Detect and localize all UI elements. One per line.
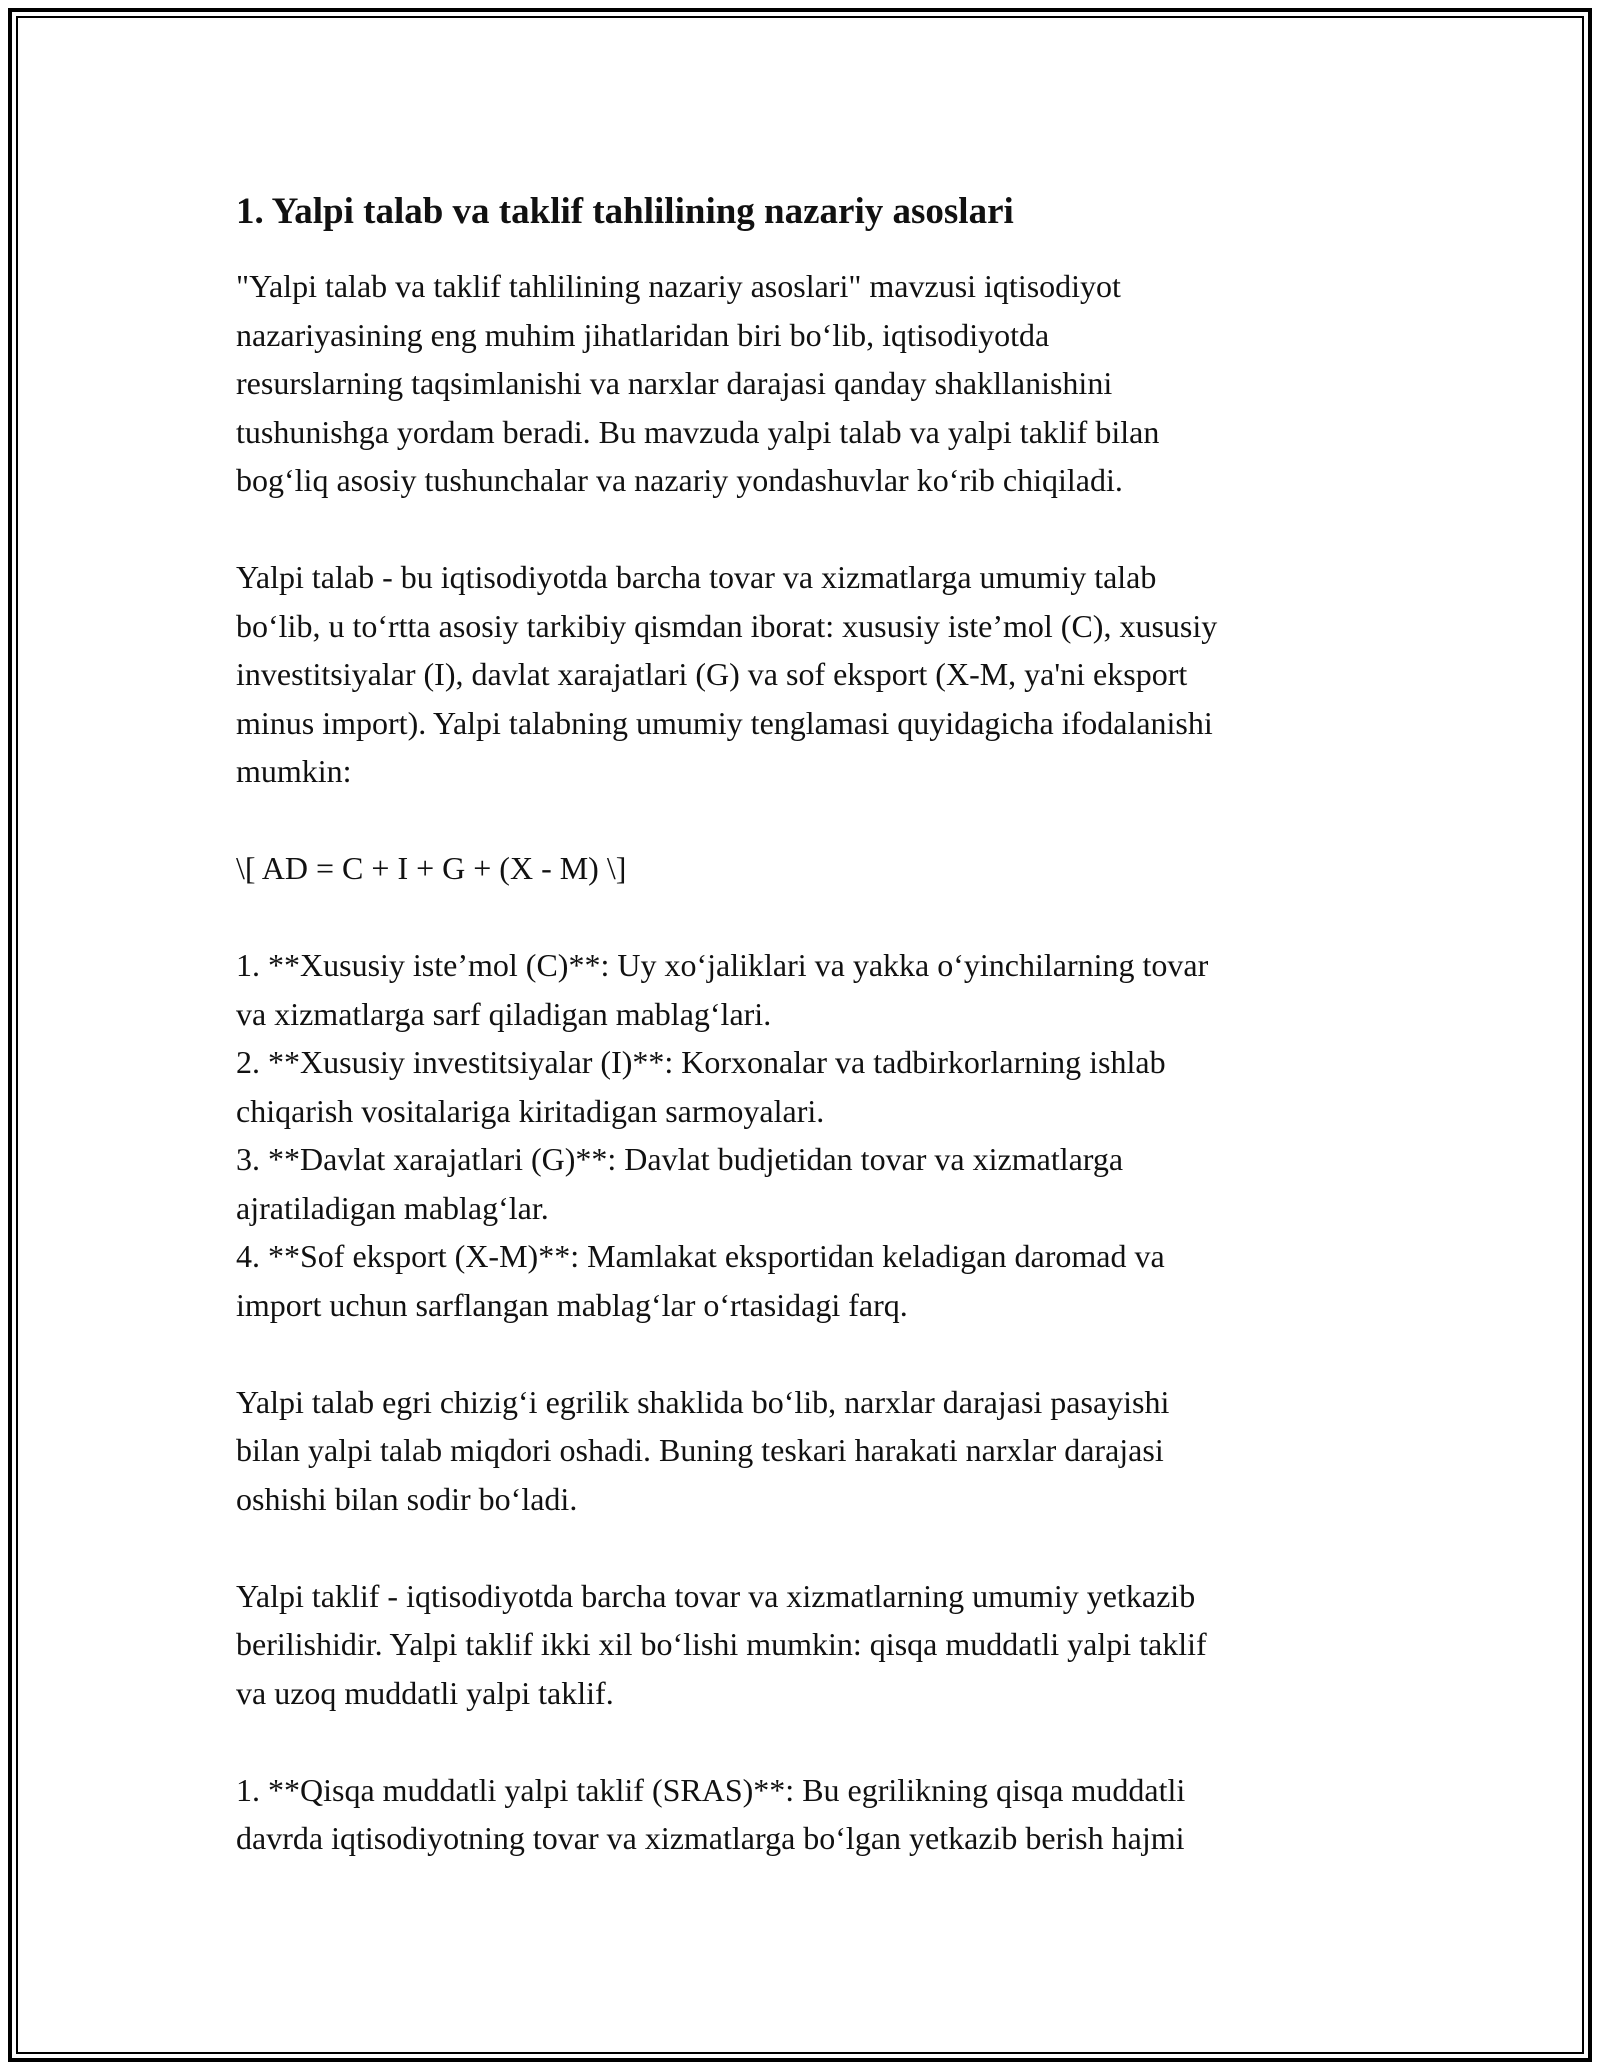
- text-line: Yalpi talab - bu iqtisodiyotda barcha tovar va xizmatlarga umumiy talab: [236, 559, 1157, 595]
- formula: [236, 844, 1386, 893]
- list-item: 1. **Qisqa muddatli yalpi taklif (SRAS)**: Bu egrilikning qisqa muddatli: [236, 1771, 1186, 1808]
- text-line: va uzoq muddatli yalpi taklif.: [236, 1674, 614, 1711]
- aggregate-demand-paragraph: [236, 553, 1386, 796]
- intro-paragraph: [236, 262, 1386, 505]
- text-line: minus import). Yalpi talabning umumiy tenglamasi quyidagicha ifodalanishi: [236, 704, 1213, 741]
- text-line: investitsiyalar (I), davlat xarajatlari (G) va sof eksport (X-M, ya'ni eksport: [236, 656, 1188, 692]
- components-list: [236, 941, 1386, 1329]
- text-line: bog‘liq asosiy tushunchalar va nazariy yondashuvlar ko‘rib chiqiladi.: [236, 462, 1123, 498]
- paragraph-gap: [236, 505, 1386, 554]
- text-line: nazariyasining eng muhim jihatlaridan biri bo‘lib, iqtisodiyotda: [236, 316, 1050, 353]
- text-line: Yalpi taklif - iqtisodiyotda barcha tovar va xizmatlarning umumiy yetkazib: [236, 1577, 1196, 1614]
- list-item: 4. **Sof eksport (X-M)**: Mamlakat eksportidan keladigan daromad va: [236, 1238, 1165, 1274]
- text-line: bo‘lib, u to‘rtta asosiy tarkibiy qismdan iborat: xususiy iste’mol (C), xususiy: [236, 607, 1218, 644]
- paragraph-gap: [236, 893, 1386, 942]
- text-line: resurslarning taqsimlanishi va narxlar darajasi qanday shakllanishini: [236, 365, 1113, 401]
- formula-line: \[ AD = C + I + G + (X - M) \]: [236, 850, 627, 886]
- list-item: 3. **Davlat xarajatlari (G)**: Davlat budjetidan tovar va xizmatlarga: [236, 1141, 1124, 1177]
- text-line: bilan yalpi talab miqdori oshadi. Buning teskari harakati narxlar darajasi: [236, 1432, 1164, 1468]
- section-heading: 1. Yalpi talab va taklif tahlilining nazariy asoslari: [236, 191, 1014, 232]
- text-line: "Yalpi talab va taklif tahlilining nazariy asoslari" mavzusi iqtisodiyot: [236, 268, 1121, 304]
- list-item: chiqarish vositalariga kiritadigan sarmoyalari.: [236, 1092, 825, 1129]
- list-item: 2. **Xususiy investitsiyalar (I)**: Korxonalar va tadbirkorlarning ishlab: [236, 1044, 1166, 1080]
- paragraph-gap: [236, 796, 1386, 845]
- paragraph-gap: [236, 1523, 1386, 1572]
- list-item: 1. **Xususiy iste’mol (C)**: Uy xo‘jaliklari va yakka o‘yinchilarning tovar: [236, 947, 1209, 983]
- list-item: davrda iqtisodiyotning tovar va xizmatlarga bo‘lgan yetkazib berish hajmi: [236, 1820, 1185, 1856]
- document-body: [236, 188, 1386, 1863]
- paragraph-gap: [236, 1329, 1386, 1378]
- text-line: mumkin:: [236, 753, 352, 789]
- demand-curve-paragraph: [236, 1378, 1386, 1524]
- aggregate-supply-paragraph: [236, 1572, 1386, 1718]
- text-line: tushunishga yordam beradi. Bu mavzuda yalpi talab va yalpi taklif bilan: [236, 413, 1160, 450]
- list-item: import uchun sarflangan mablag‘lar o‘rtasidagi farq.: [236, 1286, 908, 1323]
- list-item: ajratiladigan mablag‘lar.: [236, 1189, 549, 1226]
- text-line: berilishidir. Yalpi taklif ikki xil bo‘lishi mumkin: qisqa muddatli yalpi taklif: [236, 1626, 1207, 1662]
- paragraph-gap: [236, 1717, 1386, 1766]
- text-line: oshishi bilan sodir bo‘ladi.: [236, 1480, 578, 1517]
- list-item: va xizmatlarga sarf qiladigan mablag‘lari.: [236, 995, 772, 1032]
- text-line: Yalpi talab egri chizig‘i egrilik shaklida bo‘lib, narxlar darajasi pasayishi: [236, 1383, 1170, 1420]
- supply-list: [236, 1766, 1386, 1863]
